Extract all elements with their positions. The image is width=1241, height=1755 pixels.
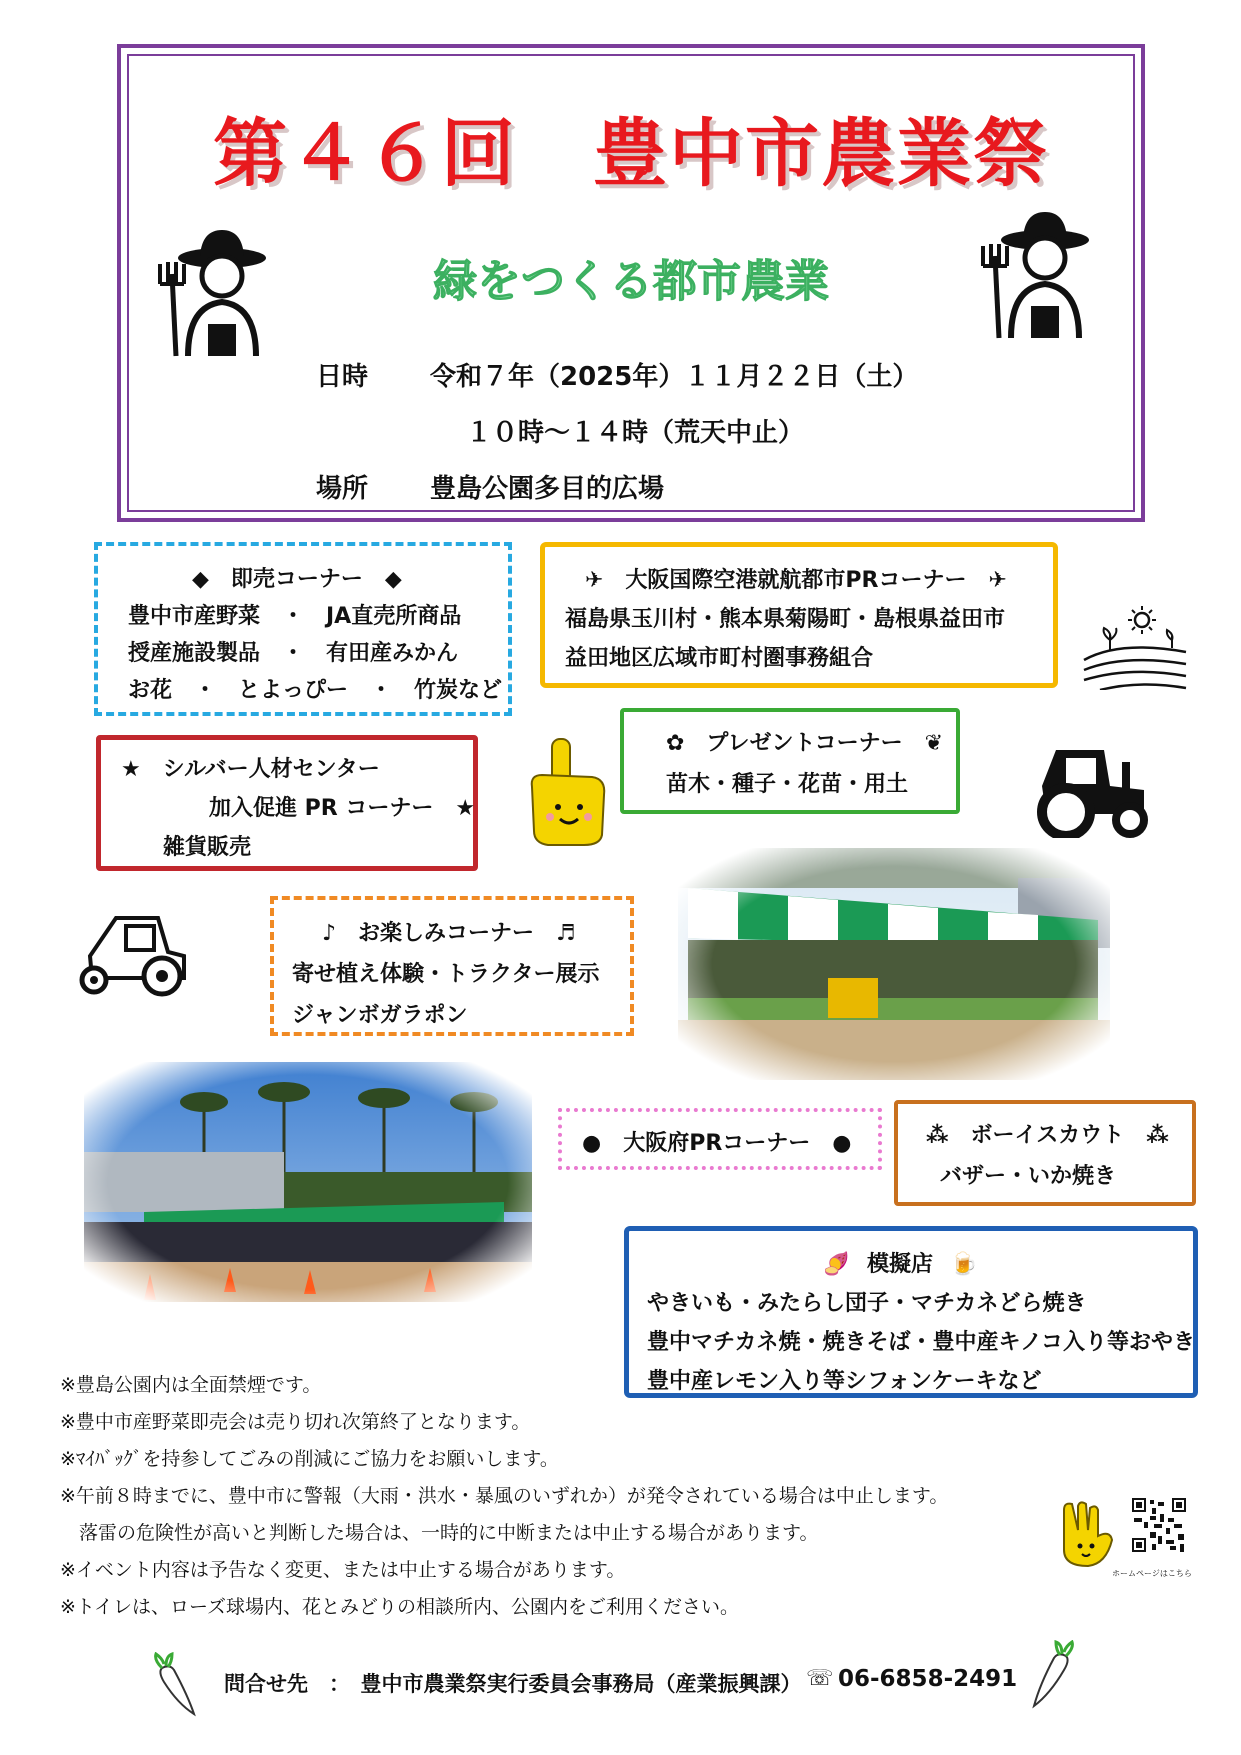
qr-caption: ホームページはこちら — [1112, 1569, 1192, 1578]
note-item: ※トイレは、ローズ球場内、花とみどりの相談所内、公園内をご利用ください。 — [60, 1596, 740, 1618]
phone-icon: ☏ — [806, 1666, 834, 1691]
note-item: ※午前８時までに、豊中市に警報（大雨・洪水・暴風のいずれか）が発令されている場合は中止します。 — [60, 1485, 949, 1507]
silver-line: ★ シルバー人材センター — [121, 757, 380, 782]
radish-icon — [1030, 1640, 1080, 1710]
place-value: 豊島公園多目的広場 — [430, 474, 665, 504]
silver-corner — [96, 735, 478, 871]
food-icon: 🍠 — [822, 1252, 850, 1277]
note-item: 落雷の危険性が高いと判断した場合は、一時的に中断または中止する場合があります。 — [60, 1522, 819, 1544]
direct-sales-line: 豊中市産野菜 ・ JA直売所商品 — [128, 604, 462, 629]
note-item: ※豊島公園内は全面禁煙です。 — [60, 1374, 322, 1396]
crowd-photo — [84, 1062, 532, 1302]
boyscout-line: ⁂ ボーイスカウト ⁂ — [926, 1123, 1169, 1148]
present-line: 苗木・種子・花苗・用土 — [666, 772, 909, 797]
hand-mascot-icon — [522, 735, 612, 847]
tractor-icon — [1026, 734, 1152, 838]
tractor-icon — [76, 912, 188, 1002]
farmer-icon — [152, 228, 272, 358]
direct-sales-title: ◆ 即売コーナー ◆ — [192, 567, 402, 592]
note-item: ※ﾏｲﾊﾞｯｸﾞを持参してごみの削減にご協力をお願いします。 — [60, 1448, 559, 1470]
contact-label: 問合せ先 ： 豊中市農業祭実行委員会事務局（産業振興課） — [224, 1672, 802, 1696]
airport-line: 福島県玉川村・熊本県菊陽町・島根県益田市 — [565, 607, 1006, 632]
farmer-icon — [975, 210, 1095, 340]
direct-sales-corner — [94, 542, 512, 716]
time-value: １０時～１４時（荒天中止） — [466, 418, 805, 448]
osaka-pr-corner — [558, 1108, 882, 1170]
present-corner — [620, 708, 960, 814]
market-tent-photo — [678, 848, 1110, 1080]
fun-corner — [270, 896, 634, 1036]
stalls-title: 模擬店 — [866, 1252, 933, 1277]
present-title: ✿ プレゼントコーナー ❦ — [666, 731, 944, 756]
page-subtitle: 緑をつくる都市農業 — [433, 256, 829, 307]
silver-line: 加入促進 PR コーナー ★ — [209, 796, 476, 821]
drink-icon: 🍺 — [950, 1252, 978, 1277]
radish-icon — [148, 1652, 198, 1718]
osaka-pr-title: ● 大阪府PRコーナー ● — [582, 1131, 852, 1156]
stalls-line: 豊中マチカネ焼・焼きそば・豊中産キノコ入り等おやき — [647, 1330, 1196, 1355]
direct-sales-line: 授産施設製品 ・ 有田産みかん — [128, 641, 459, 666]
boyscout-line: バザー・いか焼き — [940, 1164, 1117, 1189]
fun-line: 寄せ植え体験・トラクター展示 — [292, 962, 600, 987]
hand-mascot-icon — [1058, 1500, 1118, 1570]
airport-title: ✈ 大阪国際空港就航都市PRコーナー ✈ — [585, 568, 1007, 593]
qr-code[interactable] — [1130, 1496, 1188, 1554]
boyscout-corner — [894, 1100, 1196, 1206]
stalls-line: 豊中産レモン入り等シフォンケーキなど — [647, 1369, 1042, 1394]
stalls-corner — [624, 1226, 1198, 1398]
note-item: ※イベント内容は予告なく変更、または中止する場合があります。 — [60, 1559, 626, 1581]
place-label: 場所 — [316, 474, 369, 504]
contact-phone[interactable]: 06-6858-2491 — [838, 1666, 1018, 1692]
fun-line: ジャンボガラポン — [292, 1003, 468, 1028]
silver-line: 雑貨販売 — [163, 835, 252, 860]
date-value: 令和７年（2025年）１１月２２日（土） — [430, 362, 919, 392]
stalls-line: やきいも・みたらし団子・マチカネどら焼き — [647, 1291, 1087, 1316]
date-label: 日時 — [316, 362, 369, 392]
airport-pr-corner — [540, 542, 1058, 688]
fun-title: ♪ お楽しみコーナー ♬ — [322, 921, 576, 946]
field-icon — [1080, 604, 1190, 690]
direct-sales-line: お花 ・ とよっぴー ・ 竹炭など — [128, 678, 503, 703]
airport-line: 益田地区広域市町村圏事務組合 — [565, 646, 874, 671]
note-item: ※豊中市産野菜即売会は売り切れ次第終了となります。 — [60, 1411, 531, 1433]
page-title: 第４６回 豊中市農業祭 — [213, 111, 1049, 197]
